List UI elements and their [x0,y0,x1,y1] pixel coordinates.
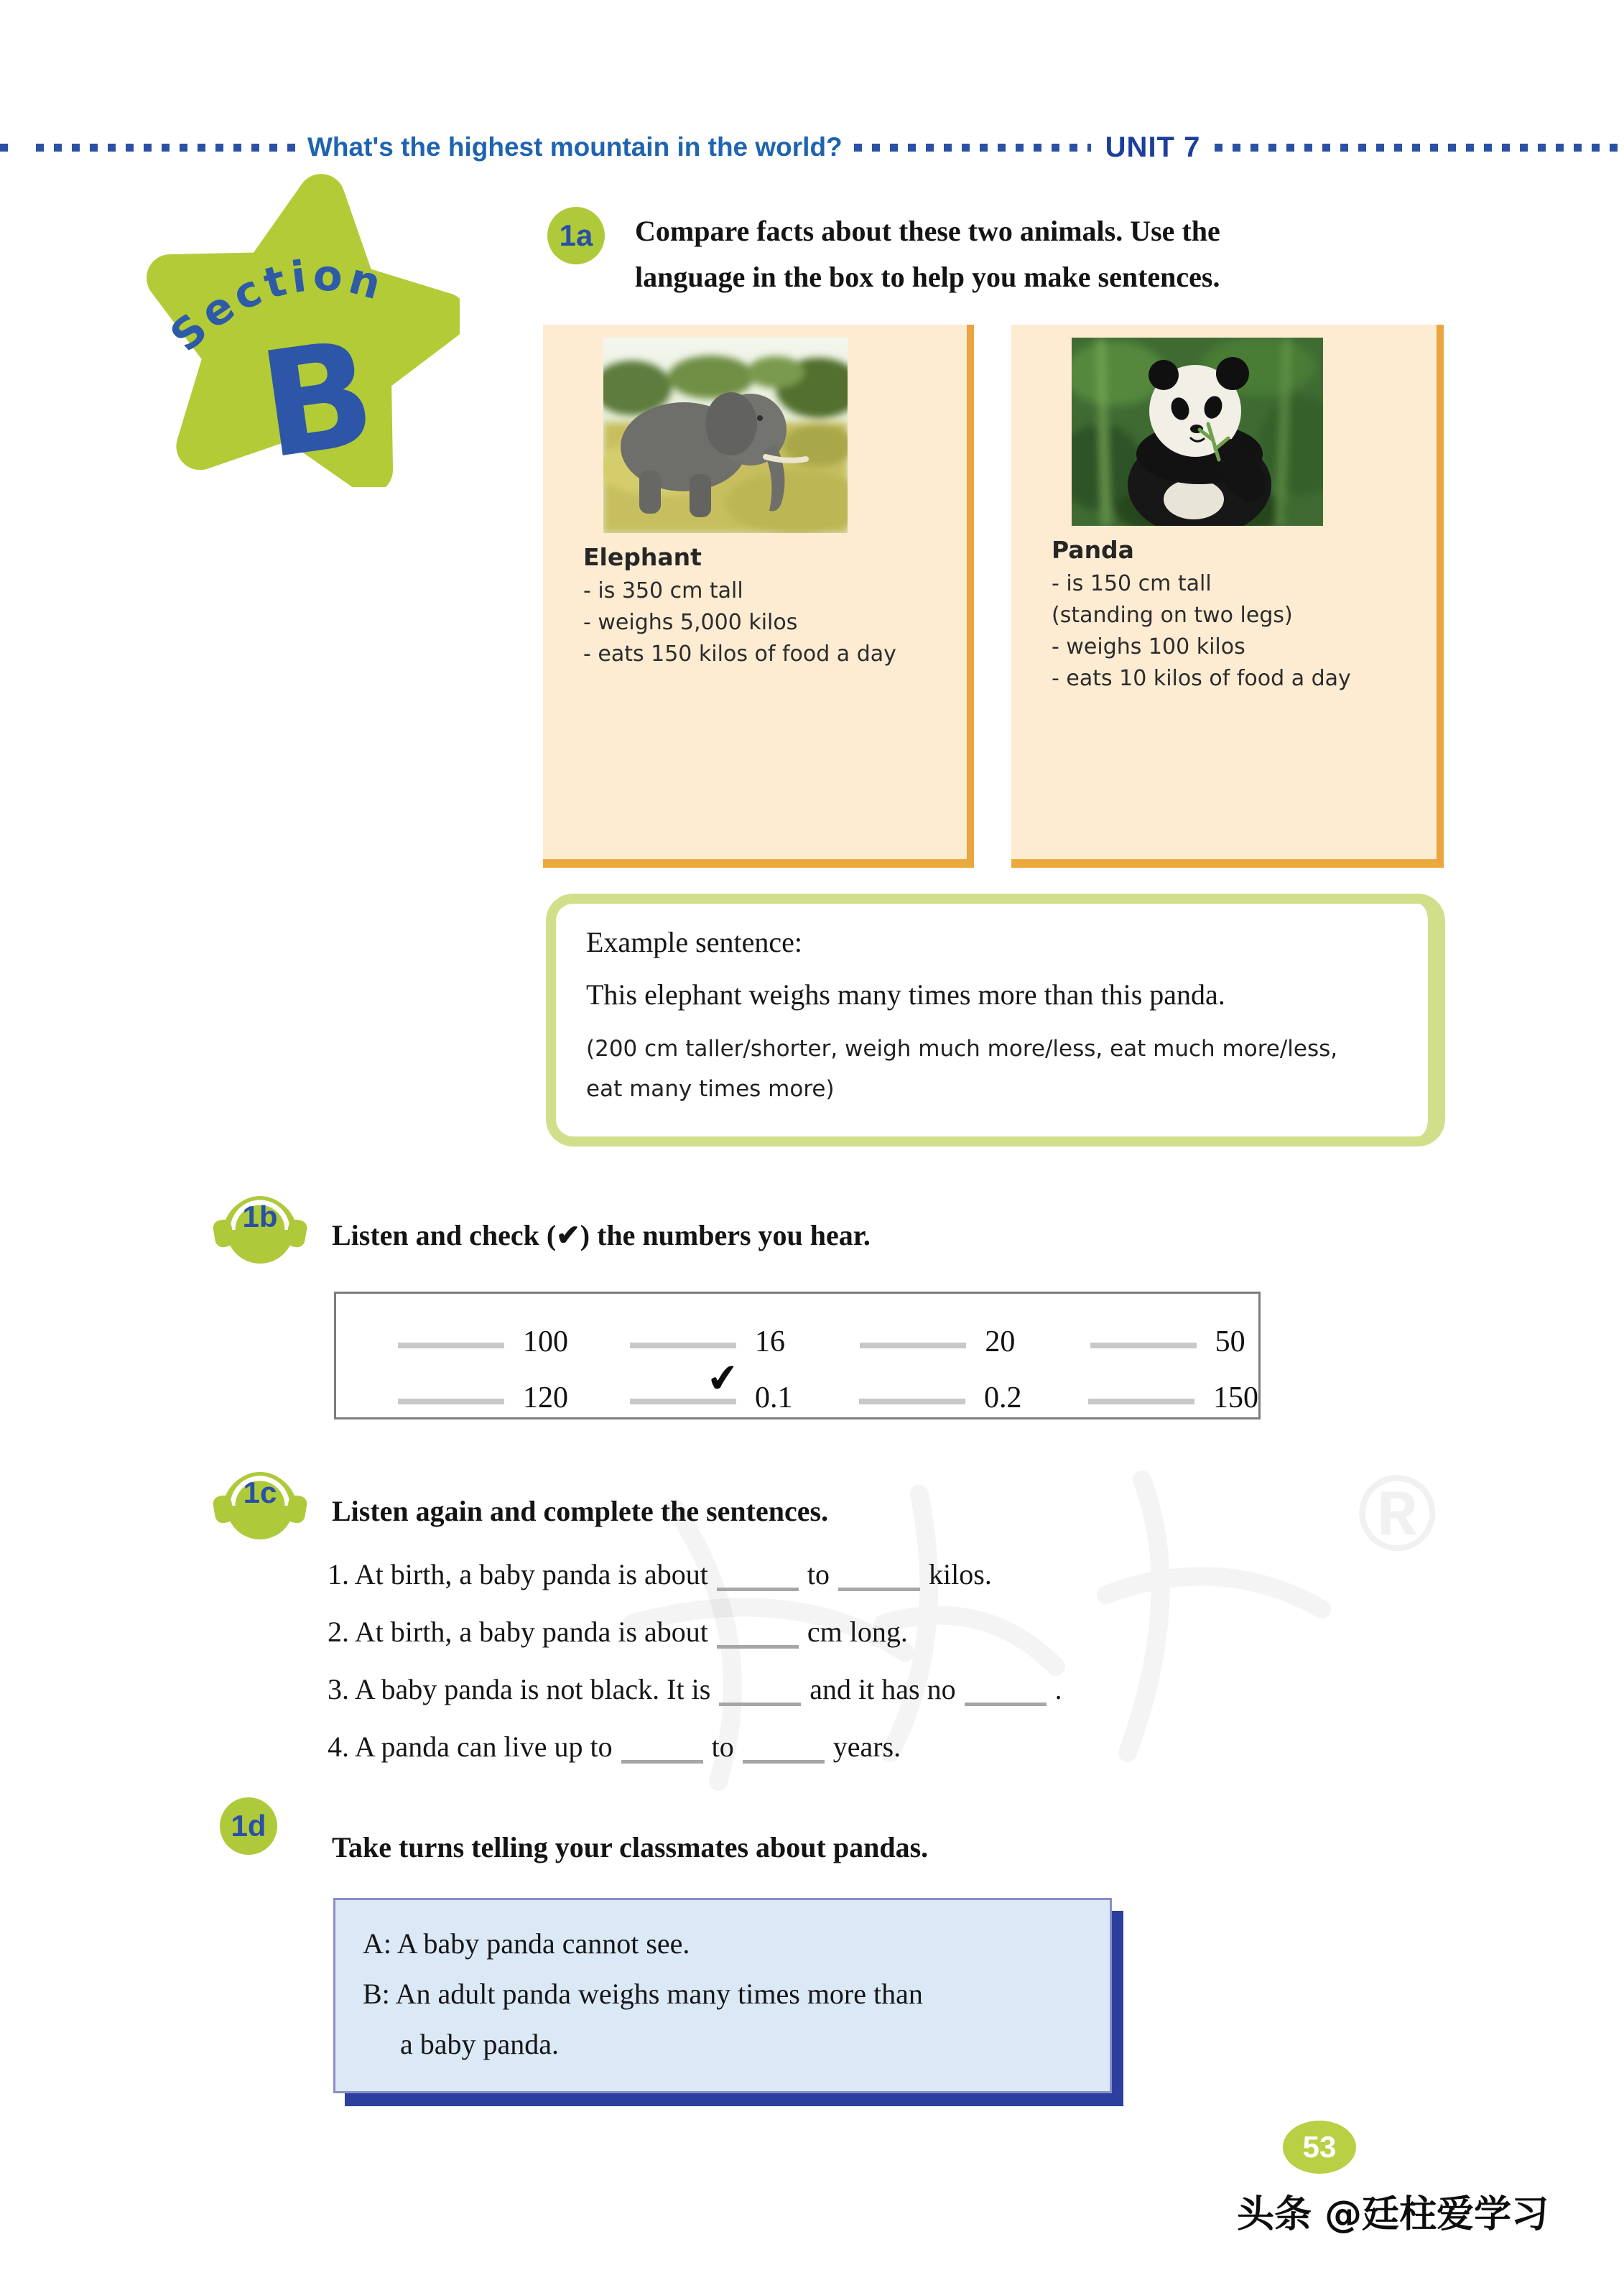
activity-1a-badge-label: 1a [559,218,593,252]
fill-blank [965,1700,1047,1706]
answer-blank [630,1353,742,1404]
fill-blank [719,1700,801,1706]
example-sentence-box [546,894,1445,1146]
page-number: 53 [1302,2130,1337,2164]
sentence-3 [328,1672,1448,1730]
activity-1d-instruction: Take turns telling your classmates about pandas. [332,1831,929,1863]
activity-1c-instruction: Listen again and complete the sentences. [332,1495,829,1527]
toutiao-watermark: 头条 @廷柱爱学习 [1237,2193,1549,2236]
animal-name: Panda [1052,536,1134,564]
animal-fact: (standing on two legs) [1052,603,1293,628]
speaker-label: A: [363,1927,391,1960]
hint-line: eat many times more) [586,1076,835,1102]
number-value: 100 [523,1325,568,1358]
number-value: 50 [1215,1325,1245,1358]
number-option [568,1353,797,1414]
fill-blank [621,1757,703,1764]
answer-blank [398,1337,504,1348]
answer-blank [1088,1393,1194,1404]
number-option [797,1356,1026,1412]
fill-in-sentences [328,1557,1448,1787]
instruction-line: language in the box to help you make sentences. [635,261,1220,293]
sentence-text: 2. At birth, a baby panda is about [328,1616,708,1648]
sentence-text: cm long. [807,1616,908,1648]
star-icon [142,171,460,487]
number-option [336,1356,568,1412]
number-option [1029,1300,1258,1356]
animal-fact: - is 150 cm tall [1052,571,1212,596]
number-value: 20 [985,1325,1016,1358]
number-value: 0.2 [984,1381,1022,1414]
animal-fact: - eats 10 kilos of food a day [1052,666,1351,691]
animal-fact: - weighs 100 kilos [1052,634,1245,659]
activity-1d-badge-label: 1d [231,1809,266,1843]
dialogue-text: An adult panda weighs many times more than [395,1978,923,2010]
page-number-badge [1283,2121,1356,2174]
activity-1c-badge [213,1454,307,1552]
numbers-row [336,1300,1258,1356]
unit-question-title: What's the highest mountain in the world? [307,132,843,162]
animal-fact: - eats 150 kilos of food a day [583,641,896,667]
panda-photo [1072,338,1323,526]
activity-1a-instruction [635,208,1468,300]
activity-1c-badge-label: 1c [243,1476,277,1509]
sentence-text: 4. A panda can live up to [328,1731,613,1763]
activity-1d-badge [220,1797,277,1855]
sentence-text: to [807,1558,830,1590]
elephant-photo [603,338,848,533]
answer-blank [398,1393,504,1404]
numbers-check-table [334,1292,1261,1419]
dotted-rule [1215,144,1624,152]
activity-1b-badge [213,1178,307,1276]
section-b-star-badge [142,171,460,487]
number-option [798,1300,1028,1356]
number-option [568,1300,798,1356]
example-sentence: This elephant weighs many times more than this panda. [586,978,1225,1011]
number-value: 0.1 [755,1381,793,1414]
answer-blank [1090,1337,1197,1348]
sentence-text: and it has no [809,1673,956,1705]
numbers-row [336,1353,1258,1414]
registered-trademark-watermark: ® [1358,1453,1437,1573]
sentence-1 [328,1557,1448,1615]
dialogue-line-b-continued: a baby panda. [400,2028,560,2060]
number-option [336,1300,568,1356]
answer-blank [859,1393,965,1404]
sentence-2 [328,1615,1448,1672]
activity-1b-badge-label: 1b [242,1200,278,1233]
activity-1b-instruction: Listen and check (✔) the numbers you hear. [332,1219,871,1251]
section-letter: B [251,307,384,487]
panda-fact-card [1011,325,1444,868]
sentence-text: 3. A baby panda is not black. It is [328,1673,711,1705]
dotted-rule [0,144,9,152]
speaker-label: B: [363,1978,390,2010]
number-option [1026,1356,1258,1412]
instruction-line: Compare facts about these two animals. Use the [635,215,1220,247]
dotted-rule [854,144,1091,152]
sentence-text: years. [832,1731,901,1763]
check-mark: ✔ [704,1353,742,1403]
fill-blank [743,1757,825,1764]
unit-label: UNIT 7 [1105,131,1201,163]
fill-blank [717,1585,799,1591]
page-header [0,131,1624,164]
animal-fact: - weighs 5,000 kilos [583,610,798,635]
sentence-text: . [1054,1673,1062,1705]
animal-name: Elephant [583,543,702,571]
elephant-fact-card [543,325,974,868]
sentence-4 [328,1730,1448,1787]
section-word: Section [161,251,391,362]
sentence-text: kilos. [929,1558,992,1590]
dialogue-line-a [363,1919,1082,1969]
sentence-text: 1. At birth, a baby panda is about [328,1558,708,1590]
example-label: Example sentence: [586,926,802,958]
dialogue-example-box [333,1898,1112,2093]
hint-line: (200 cm taller/shorter, weigh much more/less, eat much more/less, [586,1036,1338,1062]
fill-blank [717,1642,799,1649]
animal-fact: - is 350 cm tall [583,578,743,603]
dialogue-text: A baby panda cannot see. [396,1927,690,1960]
example-hint [586,1029,1398,1109]
answer-blank [860,1337,966,1348]
activity-1a-badge [547,207,605,264]
number-value: 150 [1213,1381,1258,1414]
dotted-rule [36,144,296,152]
answer-blank [630,1337,736,1348]
sentence-text: to [711,1731,734,1763]
dialogue-line-b [363,1969,1082,2019]
number-value: 120 [523,1381,568,1414]
fill-blank [838,1585,920,1591]
number-value: 16 [755,1325,785,1358]
